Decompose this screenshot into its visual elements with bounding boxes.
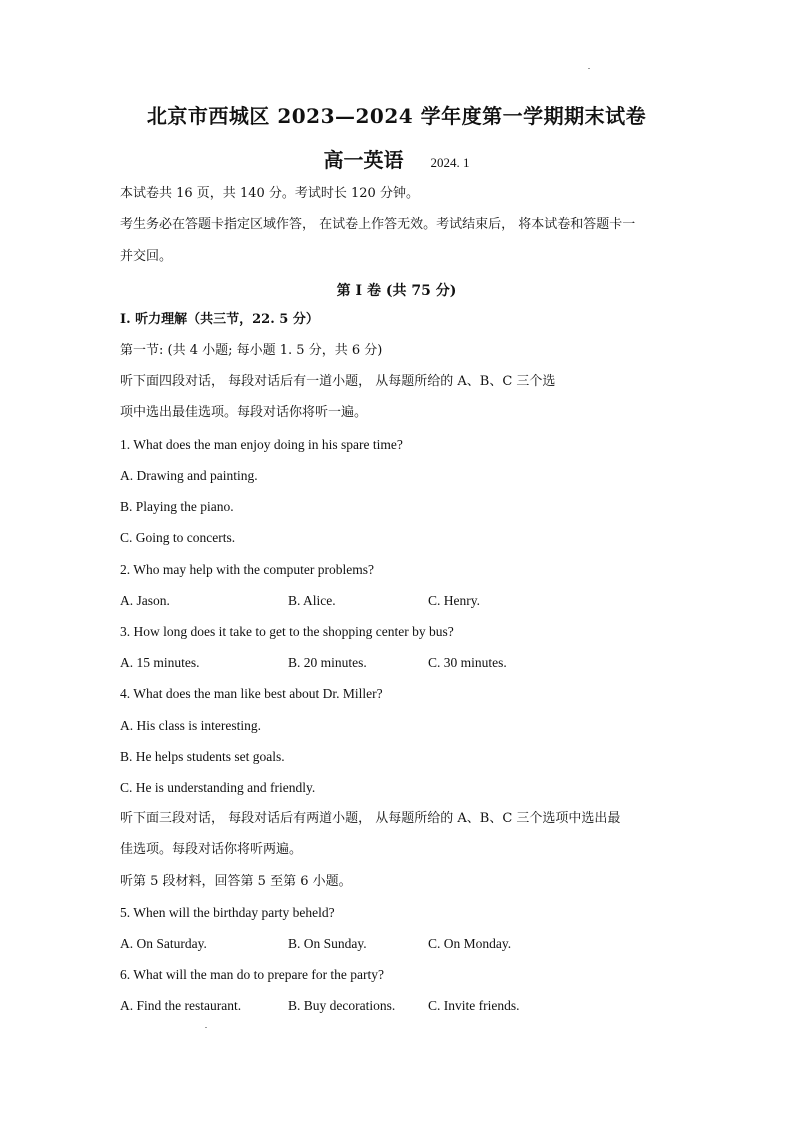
instruction-2-line-1: 听下面三段对话， 每段对话后有两道小题， 从每题所给的 A、B、C 三个选项中选出最: [120, 811, 621, 826]
question-5-option-a: A. On Saturday.: [120, 936, 207, 951]
question-2-option-a: A. Jason.: [120, 593, 170, 608]
question-6-option-b: B. Buy decorations.: [288, 998, 396, 1013]
intro-line-2: 考生务必在答题卡指定区域作答， 在试卷上作答无效。考试结束后， 将本试卷和答题卡一: [120, 217, 636, 232]
question-6-stem: 6. What will the man do to prepare for the party?: [120, 967, 385, 982]
question-4-option-b: B. He helps students set goals.: [120, 749, 285, 764]
material-5-instruction: 听第 5 段材料，回答第 5 至第 6 小题。: [120, 874, 352, 889]
question-3-stem: 3. How long does it take to get to the shopping center by bus?: [120, 624, 454, 639]
intro-line-1: 本试卷共 16 页，共 140 分。考试时长 120 分钟。: [120, 186, 419, 201]
question-1-stem: 1. What does the man enjoy doing in his spare time?: [120, 437, 403, 452]
question-3-options: [120, 655, 680, 671]
subject-label: 高一英语: [323, 148, 404, 172]
instruction-1-line-2: 项中选出最佳选项。每段对话你将听一遍。: [120, 405, 368, 420]
corner-speck: [588, 68, 590, 69]
question-6-option-a: A. Find the restaurant.: [120, 998, 242, 1013]
instruction-1-line-1: 听下面四段对话， 每段对话后有一道小题， 从每题所给的 A、B、C 三个选: [120, 374, 556, 389]
section-title-listening: Ⅰ. 听力理解（共三节，22. 5 分）: [120, 312, 319, 327]
question-2-option-b: B. Alice.: [288, 593, 336, 608]
exam-title: 北京市西城区 2023—2024 学年度第一学期期末试卷: [146, 104, 647, 128]
question-1-option-a: A. Drawing and painting.: [120, 468, 258, 483]
question-4-option-c: C. He is understanding and friendly.: [120, 780, 316, 795]
question-6-options: [120, 998, 680, 1014]
question-4-stem: 4. What does the man like best about Dr. Miller?: [120, 686, 383, 701]
question-5-option-b: B. On Sunday.: [288, 936, 367, 951]
exam-date: 2024. 1: [430, 155, 470, 170]
question-3-option-b: B. 20 minutes.: [288, 655, 367, 670]
footer-speck: [205, 1027, 207, 1028]
question-1-option-b: B. Playing the piano.: [120, 499, 234, 514]
question-2-stem: 2. Who may help with the computer problems?: [120, 562, 374, 577]
question-2-options: [120, 593, 680, 609]
question-1-option-c: C. Going to concerts.: [120, 530, 236, 545]
question-5-stem: 5. When will the birthday party beheld?: [120, 905, 335, 920]
question-4-option-a: A. His class is interesting.: [120, 718, 261, 733]
question-2-option-c: C. Henry.: [428, 593, 480, 608]
exam-subtitle: [0, 144, 793, 173]
instruction-2-line-2: 佳选项。每段对话你将听两遍。: [120, 842, 303, 857]
intro-line-3: 并交回。: [120, 249, 173, 264]
question-5-options: [120, 936, 680, 952]
question-6-option-c: C. Invite friends.: [428, 998, 520, 1013]
question-3-option-a: A. 15 minutes.: [120, 655, 200, 670]
question-5-option-c: C. On Monday.: [428, 936, 512, 951]
part-title: 第 I 卷 (共 75 分): [336, 283, 457, 299]
question-3-option-c: C. 30 minutes.: [428, 655, 507, 670]
subsection-1-title: 第一节: (共 4 小题; 每小题 1. 5 分，共 6 分): [120, 343, 383, 358]
